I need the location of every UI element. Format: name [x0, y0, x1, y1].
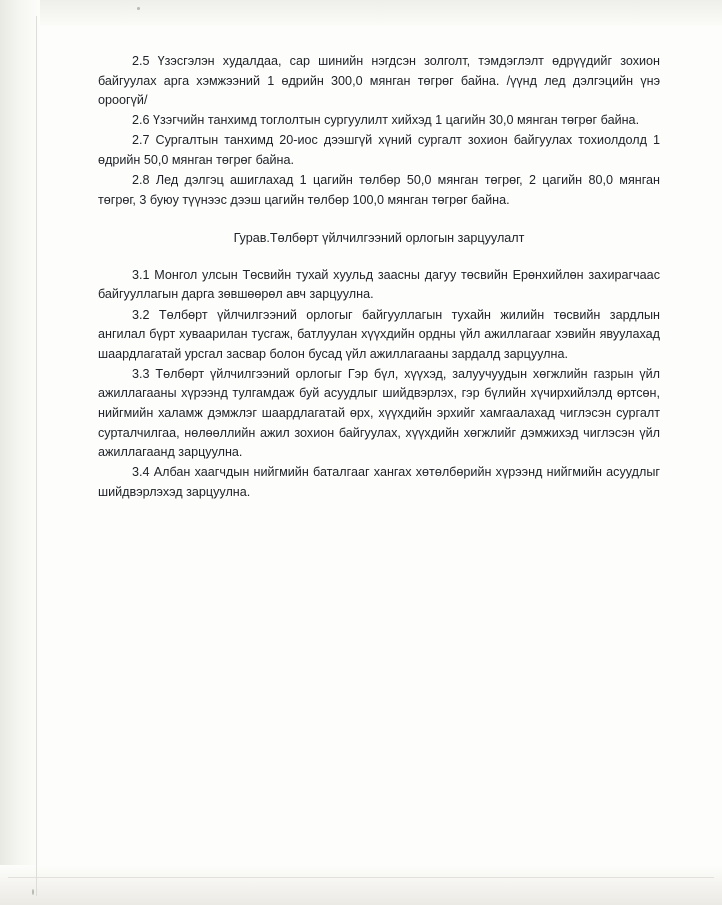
scan-shadow-bottom — [0, 865, 722, 905]
scan-speck — [32, 889, 34, 895]
paragraph-2-5: 2.5 Үзэсгэлэн худалдаа, сар шинийн нэгдсэн золголт, тэмдэглэлт өдрүүдийг зохион байгуулах арга хэмжээний 1 өдрийн 300,0 мянган төгрөг байна. /үүнд лед дэлгэцийн үнэ ороогүй/ — [98, 54, 660, 108]
paragraph-2-8: 2.8 Лед дэлгэц ашиглахад 1 цагийн төлбөр 50,0 мянган төгрөг, 2 цагийн 80,0 мянган төгрөг, 3 буюу түүнээс дээш цагийн төлбөр 100,0 мянган төгрөг байна. — [98, 173, 660, 207]
paragraph-3-4: 3.4 Албан хаагчдын нийгмийн баталгааг хангах хөтөлбөрийн хүрээнд нийгмийн асуудлыг шийдвэрлэхэд зарцуулна. — [98, 465, 660, 499]
paragraph-3-2: 3.2 Төлбөрт үйлчилгээний орлогыг байгууллагын тухайн жилийн төсвийн зардлын ангилал бүрт хуваарилан тусгаж, батлуулан хүүхдийн ордны үйл ажиллагааг хэвийн явуулахад шаардлагатай урсгал засвар болон бусад үйл ажиллагааны зардалд зарцуулна. — [98, 307, 660, 361]
section-heading: Гурав.Төлбөрт үйлчилгээний орлогын зарцуулалт — [233, 231, 525, 246]
page-edge-line-bottom — [8, 877, 714, 878]
document-body — [98, 52, 660, 503]
paragraph-3-1: 3.1 Монгол улсын Төсвийн тухай хуульд заасны дагуу төсвийн Ерөнхийлөн захирагчаас байгууллагын дарга зөвшөөрөл авч зарцуулна. — [98, 267, 660, 302]
paragraph-3-3: 3.3 Төлбөрт үйлчилгээний орлогыг Гэр бүл, хүүхэд, залуучуудын хөгжлийн газрын үйл ажиллагааны хүрээнд тулгамдаж буй асуудлыг шийдвэрлэх, гэр бүлийн хүчирхийлэлд өртсөн, нийгмийн халамж дэмжлэг шаардлагатай өрх, хүүхдийн эрхийг хамгаалахад чиглэсэн сургалт сурталчилгаа, нөлөөллийн ажил зохион байгуулах, хүүхдийн хөгжлийг дэмжихэд чиглэсэн үйл ажиллагаанд зарцуулна. — [98, 366, 660, 460]
page-edge-line-left — [36, 16, 37, 896]
paragraph-2-7: 2.7 Сургалтын танхимд 20-иос дээшгүй хүний сургалт зохион байгуулах тохиолдолд 1 өдрийн 50,0 мянган төгрөг байна. — [98, 133, 660, 167]
scan-speck — [137, 7, 140, 10]
paragraph-2-6: 2.6 Үзэгчийн танхимд тоглолтын сургуулилт хийхэд 1 цагийн 30,0 мянган төгрөг байна. — [132, 113, 640, 128]
scan-shadow-top — [0, 0, 722, 26]
scan-shadow-left — [0, 0, 40, 905]
